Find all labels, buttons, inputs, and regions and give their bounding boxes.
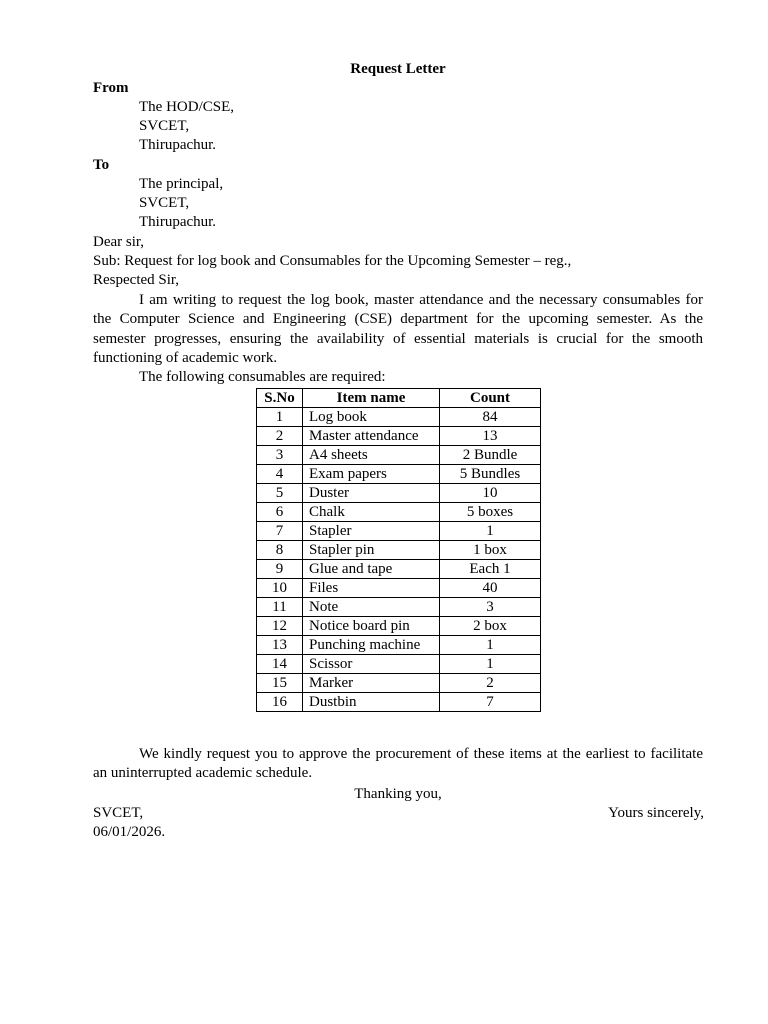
cell-item-name: Glue and tape [303, 560, 440, 579]
cell-item-name: Stapler [303, 522, 440, 541]
cell-count: 5 Bundles [440, 465, 541, 484]
to-line: SVCET, [139, 195, 190, 211]
column-header-count: Count [440, 389, 541, 408]
cell-count: 5 boxes [440, 503, 541, 522]
cell-sno: 1 [257, 408, 303, 427]
subject-line: Sub: Request for log book and Consumables for the Upcoming Semester – reg., [93, 253, 572, 269]
cell-count: 1 box [440, 541, 541, 560]
table-row [257, 655, 541, 674]
cell-item-name: Stapler pin [303, 541, 440, 560]
from-heading: From [93, 80, 129, 96]
cell-sno: 12 [257, 617, 303, 636]
cell-item-name: A4 sheets [303, 446, 440, 465]
cell-sno: 7 [257, 522, 303, 541]
cell-sno: 6 [257, 503, 303, 522]
cell-count: 40 [440, 579, 541, 598]
letter-title: Request Letter [350, 61, 446, 77]
place-line: SVCET, [93, 805, 144, 821]
cell-sno: 2 [257, 427, 303, 446]
cell-sno: 11 [257, 598, 303, 617]
cell-sno: 10 [257, 579, 303, 598]
thanking-line: Thanking you, [354, 786, 442, 802]
cell-count: 10 [440, 484, 541, 503]
table-row [257, 484, 541, 503]
cell-sno: 4 [257, 465, 303, 484]
table-row [257, 579, 541, 598]
cell-item-name: Punching machine [303, 636, 440, 655]
list-intro: The following consumables are required: [139, 369, 386, 385]
cell-item-name: Master attendance [303, 427, 440, 446]
to-line: Thirupachur. [139, 214, 217, 230]
cell-item-name: Dustbin [303, 693, 440, 712]
cell-sno: 14 [257, 655, 303, 674]
cell-count: 1 [440, 636, 541, 655]
cell-count: 84 [440, 408, 541, 427]
closing-paragraph: We kindly request you to approve the procurement of these items at the earliest to facilitate an uninterrupted academic schedule. [93, 746, 703, 782]
cell-sno: 16 [257, 693, 303, 712]
cell-count: 2 [440, 674, 541, 693]
table-body [257, 408, 541, 712]
from-line: SVCET, [139, 118, 190, 134]
cell-item-name: Marker [303, 674, 440, 693]
respected-line: Respected Sir, [93, 272, 180, 288]
from-line: Thirupachur. [139, 137, 217, 153]
consumables-table [256, 388, 541, 712]
table-row [257, 636, 541, 655]
cell-item-name: Notice board pin [303, 617, 440, 636]
from-line: The HOD/CSE, [139, 99, 234, 115]
date-line: 06/01/2026. [93, 824, 166, 840]
table-row [257, 560, 541, 579]
to-heading: To [93, 157, 110, 173]
cell-item-name: Note [303, 598, 440, 617]
table-row [257, 522, 541, 541]
cell-count: 1 [440, 522, 541, 541]
cell-sno: 8 [257, 541, 303, 560]
table-row [257, 541, 541, 560]
cell-item-name: Chalk [303, 503, 440, 522]
cell-sno: 3 [257, 446, 303, 465]
table-row [257, 503, 541, 522]
table-header-row [257, 389, 541, 408]
column-header-sno: S.No [257, 389, 303, 408]
cell-item-name: Log book [303, 408, 440, 427]
to-line: The principal, [139, 176, 224, 192]
cell-sno: 5 [257, 484, 303, 503]
cell-count: 7 [440, 693, 541, 712]
cell-item-name: Scissor [303, 655, 440, 674]
table-row [257, 693, 541, 712]
cell-item-name: Exam papers [303, 465, 440, 484]
table-row [257, 408, 541, 427]
table-row [257, 427, 541, 446]
cell-item-name: Duster [303, 484, 440, 503]
cell-count: 2 box [440, 617, 541, 636]
table-row [257, 446, 541, 465]
body-paragraph: I am writing to request the log book, master attendance and the necessary consumables for the Computer Science and Engineering (CSE) department for the upcoming semester. As the semester progresses, ensuring the availability of essential materials is crucial for the smooth functioning of academic work. [93, 292, 703, 366]
table-row [257, 617, 541, 636]
cell-count: Each 1 [440, 560, 541, 579]
cell-sno: 15 [257, 674, 303, 693]
cell-count: 13 [440, 427, 541, 446]
salutation: Dear sir, [93, 234, 145, 250]
cell-item-name: Files [303, 579, 440, 598]
cell-count: 2 Bundle [440, 446, 541, 465]
cell-sno: 9 [257, 560, 303, 579]
table-row [257, 674, 541, 693]
cell-sno: 13 [257, 636, 303, 655]
cell-count: 1 [440, 655, 541, 674]
sign-off: Yours sincerely, [608, 805, 704, 821]
cell-count: 3 [440, 598, 541, 617]
table-row [257, 465, 541, 484]
table-row [257, 598, 541, 617]
column-header-item-name: Item name [303, 389, 440, 408]
